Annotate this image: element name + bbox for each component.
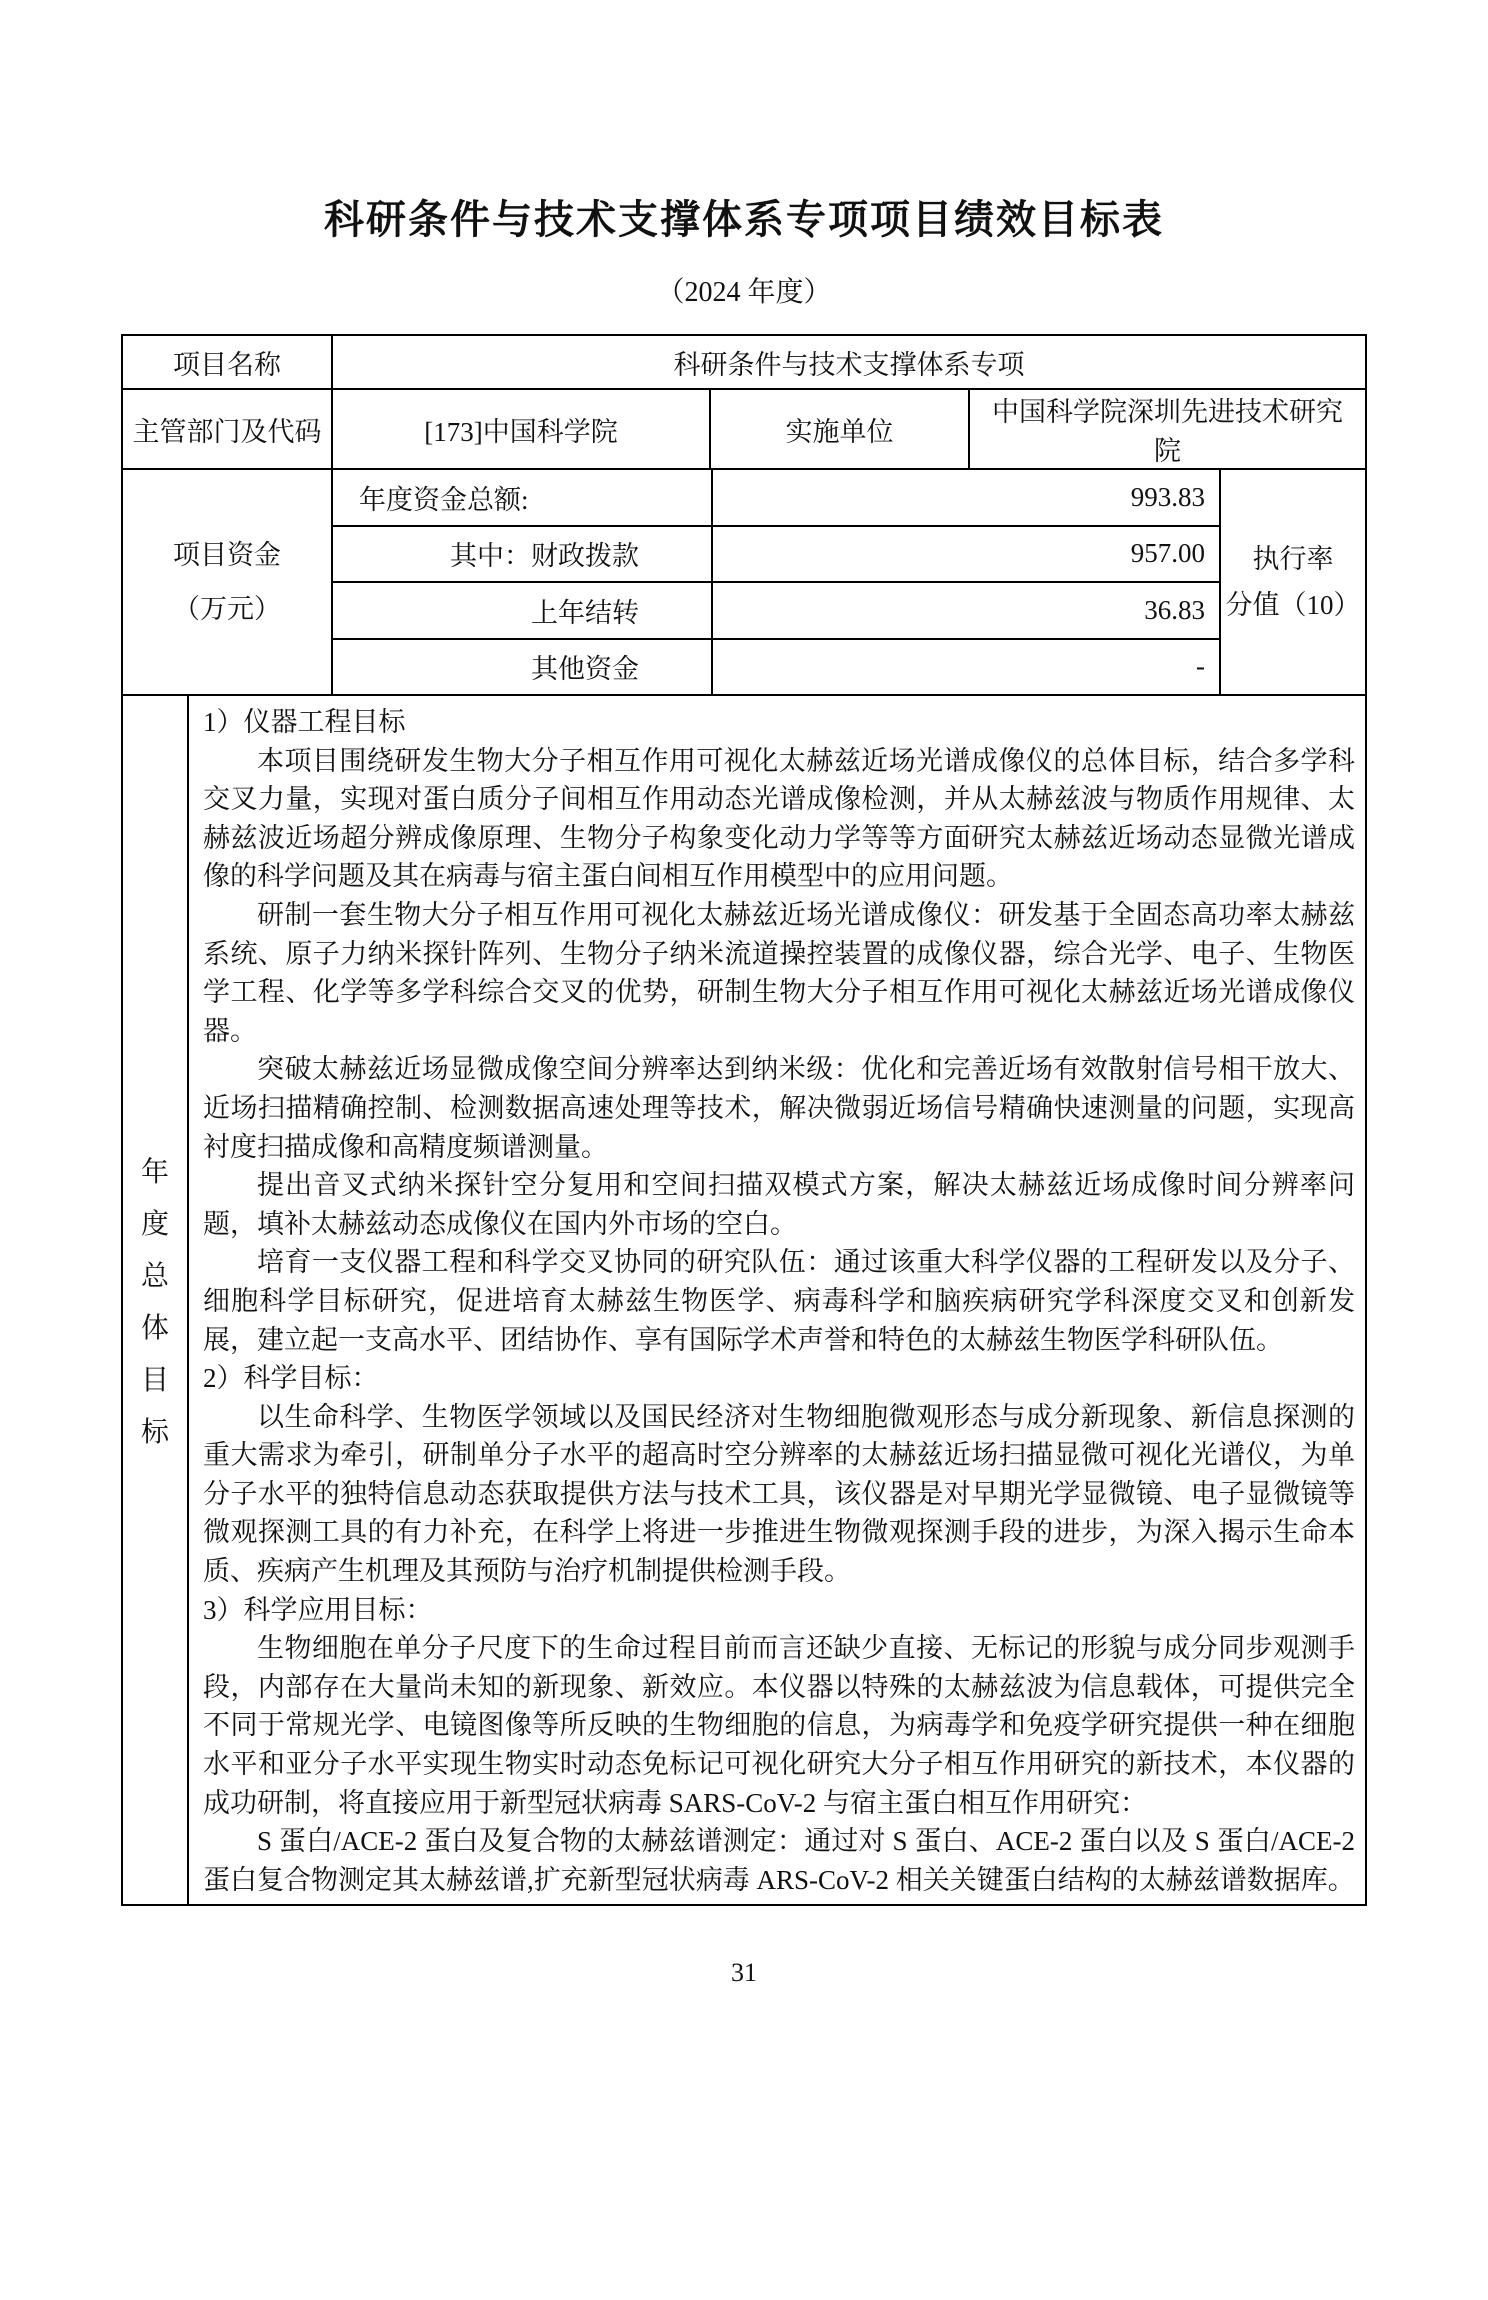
annual-goal-label-char: 总	[140, 1261, 169, 1292]
annual-goal-label-char: 目	[140, 1365, 169, 1396]
funding-row	[333, 581, 1219, 638]
funding-row-label: 上年结转	[531, 597, 639, 628]
funding-row-label: 其他资金	[531, 654, 639, 685]
page-number: 31	[731, 1958, 757, 1987]
department-row	[123, 388, 1365, 468]
goal-paragraph: 1）仪器工程目标	[203, 707, 406, 737]
goal-paragraph: 培育一支仪器工程和科学交叉协同的研究队伍：通过该重大科学仪器的工程研发以及分子、细胞科学目标研究，促进培育太赫兹生物医学、病毒科学和脑疾病研究学科深度交叉和创新发展，建立起一支高水平、团结协作、享有国际学术声誉和特色的太赫兹生物医学科研队伍。	[203, 1247, 1355, 1355]
page-title: 科研条件与技术支撑体系专项项目绩效目标表	[324, 198, 1164, 242]
page-subtitle: （2024 年度）	[656, 277, 832, 308]
annual-goal-text	[187, 696, 1365, 1904]
document-page	[0, 196, 1488, 2300]
goal-paragraph: 提出音叉式纳米探针空分复用和空间扫描双模式方案，解决太赫兹近场成像时间分辨率问题，填补太赫兹动态成像仪在国内外市场的空白。	[203, 1170, 1355, 1239]
goal-paragraph: 2）科学目标：	[203, 1363, 379, 1394]
funding-header	[123, 470, 331, 694]
annual-goal-label-char: 度	[140, 1209, 169, 1240]
funding-row	[333, 470, 1219, 525]
funding-row-value: 957.00	[711, 527, 1219, 582]
funding-row-value: 36.83	[711, 583, 1219, 638]
goal-paragraph: 研制一套生物大分子相互作用可视化太赫兹近场光谱成像仪：研发基于全固态高功率太赫兹系统、原子力纳米探针阵列、生物分子纳米流道操控装置的成像仪器，综合光学、电子、生物医学工程、化学等多学科综合交叉的优势，研制生物大分子相互作用可视化太赫兹近场光谱成像仪器。	[203, 899, 1355, 1046]
annual-goal-label-char: 年	[140, 1157, 169, 1188]
annual-goal-label-char: 体	[140, 1313, 169, 1344]
goal-paragraph: 以生命科学、生物医学领域以及国民经济对生物细胞微观形态与成分新现象、新信息探测的重大需求为牵引，研制单分子水平的超高时空分辨率的太赫兹近场扫描显微可视化光谱仪，为单分子水平的独特信息动态获取提供方法与技术工具，该仪器是对早期光学显微镜、电子显微镜等微观探测工具的有力补充，在科学上将进一步推进生物微观探测手段的进步，为深入揭示生命本质、疾病产生机理及其预防与治疗机制提供检测手段。	[203, 1401, 1355, 1587]
execution-rate-line1: 执行率	[1252, 544, 1334, 574]
performance-target-table	[121, 334, 1367, 1906]
annual-goal-section	[123, 694, 1365, 1904]
funding-header-line1: 项目资金	[173, 540, 281, 570]
project-name-row	[123, 336, 1365, 388]
implementing-unit-label: 实施单位	[709, 390, 968, 468]
goal-paragraph: 本项目围绕研发生物大分子相互作用可视化太赫兹近场光谱成像仪的总体目标，结合多学科交叉力量，实现对蛋白质分子间相互作用动态光谱成像检测，并从太赫兹波与物质作用规律、太赫兹波近场超分辨成像原理、生物分子构象变化动力学等等方面研究太赫兹近场动态显微光谱成像的科学问题及其在病毒与宿主蛋白间相互作用模型中的应用问题。	[203, 745, 1355, 892]
funding-section	[123, 468, 1365, 694]
funding-row-label: 其中：财政拨款	[450, 541, 639, 572]
department-value: [173]中国科学院	[331, 390, 709, 468]
goal-paragraph: S 蛋白/ACE-2 蛋白及复合物的太赫兹谱测定：通过对 S 蛋白、ACE-2 蛋白以及 S 蛋白/ACE-2 蛋白复合物测定其太赫兹谱,扩充新型冠状病毒 ARS-CoV-2 相关关键蛋白结构的太赫兹谱数据库。	[203, 1826, 1355, 1895]
funding-header-line2: （万元）	[173, 594, 281, 624]
goal-paragraph: 生物细胞在单分子尺度下的生命过程目前而言还缺少直接、无标记的形貌与成分同步观测手段，内部存在大量尚未知的新现象、新效应。本仪器以特殊的太赫兹波为信息载体，可提供完全不同于常规光学、电镜图像等所反映的生物细胞的信息，为病毒学和免疫学研究提供一种在细胞水平和亚分子水平实现生物实时动态免标记可视化研究大分子相互作用研究的新技术，本仪器的成功研制，将直接应用于新型冠状病毒 SARS-CoV-2 与宿主蛋白相互作用研究：	[203, 1633, 1355, 1818]
goal-paragraph: 3）科学应用目标：	[203, 1594, 433, 1625]
execution-rate-line2: 分值（10）	[1225, 590, 1361, 620]
execution-rate-score	[1219, 470, 1365, 694]
funding-rows	[331, 470, 1219, 694]
department-label: 主管部门及代码	[132, 416, 322, 447]
goal-paragraph: 突破太赫兹近场显微成像空间分辨率达到纳米级：优化和完善近场有效散射信号相干放大、近场扫描精确控制、检测数据高速处理等技术，解决微弱近场信号精确快速测量的问题，实现高衬度扫描成像和高精度频谱测量。	[203, 1054, 1355, 1162]
project-name-value: 科研条件与技术支撑体系专项	[331, 336, 1365, 388]
annual-goal-row-label	[123, 696, 187, 1904]
funding-row-value: 993.83	[711, 470, 1219, 525]
funding-row-label: 年度资金总额:	[359, 484, 529, 515]
funding-row-value: -	[711, 640, 1219, 695]
funding-row	[333, 638, 1219, 695]
project-name-label: 项目名称	[173, 349, 281, 380]
annual-goal-label-char: 标	[140, 1417, 169, 1448]
funding-row	[333, 525, 1219, 582]
implementing-unit-value: 中国科学院深圳先进技术研究院	[968, 390, 1365, 468]
